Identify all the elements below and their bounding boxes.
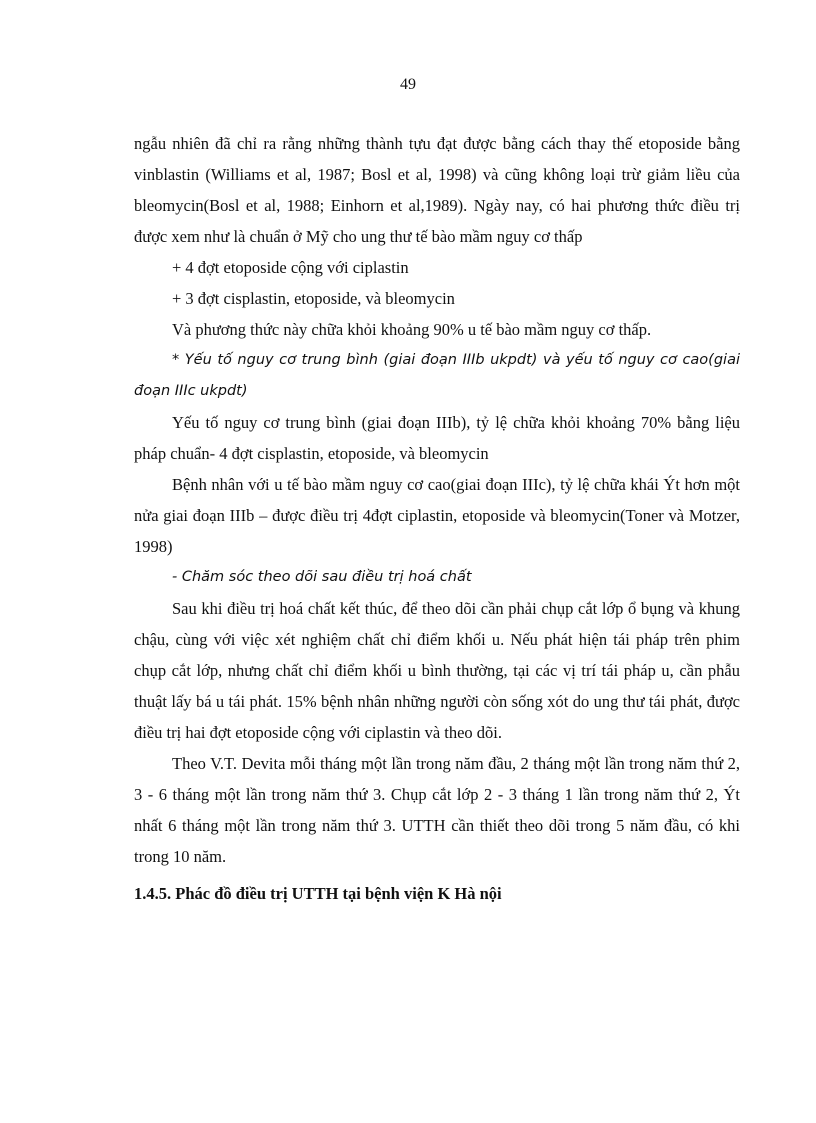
paragraph: Sau khi điều trị hoá chất kết thúc, để theo dõi cần phải chụp cắt lớp ổ bụng và khung chậu, cùng với việc xét nghiệm chất chỉ điểm khối u. Nếu phát hiện tái pháp trên phim chụp cắt lớp, nhưng chất chỉ điểm khối u bình thường, tại các vị trí tái pháp u, cần phẫu thuật lấy bá u tái phát. 15% bệnh nhân những người còn sống xót do ung thư tái phát, được điều trị hai đợt etoposide cộng với ciplastin và theo dõi. bbox=[134, 599, 740, 742]
page-number: 49 bbox=[400, 76, 416, 93]
italic-subheading: * Yếu tố nguy cơ trung bình (giai đoạn IIIb ukpdt) và yếu tố nguy cơ cao(giai đoạn IIIc ukpdt) bbox=[134, 352, 740, 399]
list-item: + 3 đợt cisplastin, etoposide, và bleomycin bbox=[172, 289, 455, 308]
paragraph: Theo V.T. Devita mỗi tháng một lần trong năm đầu, 2 tháng một lần trong năm thứ 2, 3 - 6 tháng một lần trong năm thứ 3. Chụp cắt lớp 2 - 3 tháng 1 lần trong năm thứ 2, Ýt nhất 6 tháng một lần trong năm thứ 3. UTTH cần thiết theo dõi trong 5 năm đầu, có khi trong 10 năm. bbox=[134, 754, 740, 866]
italic-subheading: - Chăm sóc theo dõi sau điều trị hoá chất bbox=[172, 569, 472, 585]
document-body bbox=[134, 128, 740, 909]
list-item: + 4 đợt etoposide cộng với ciplastin bbox=[172, 258, 409, 277]
paragraph: Và phương thức này chữa khỏi khoảng 90% u tế bào mầm nguy cơ thấp. bbox=[172, 320, 652, 339]
paragraph: Yếu tố nguy cơ trung bình (giai đoạn IIIb), tỷ lệ chữa khỏi khoảng 70% bằng liệu pháp chuẩn- 4 đợt cisplastin, etoposide, và bleomycin bbox=[134, 413, 740, 463]
paragraph-continuation: ngẫu nhiên đã chỉ ra rằng những thành tựu đạt được bằng cách thay thế etoposide bằng vinblastin (Williams et al, 1987; Bosl et al, 1998) và cũng không loại trừ giảm liều của bleomycin(Bosl et al, 1988; Einhorn et al,1989). Ngày nay, có hai phương thức điều trị được xem như là chuẩn ở Mỹ cho ung thư tế bào mầm nguy cơ thấp bbox=[134, 134, 740, 246]
section-heading: 1.4.5. Phác đồ điều trị UTTH tại bệnh viện K Hà nội bbox=[134, 884, 502, 903]
paragraph: Bệnh nhân với u tế bào mầm nguy cơ cao(giai đoạn IIIc), tỷ lệ chữa khái Ýt hơn một nửa giai đoạn IIIb – được điều trị 4đợt ciplastin, etoposide và bleomycin(Toner và Motzer, 1998) bbox=[134, 475, 740, 556]
